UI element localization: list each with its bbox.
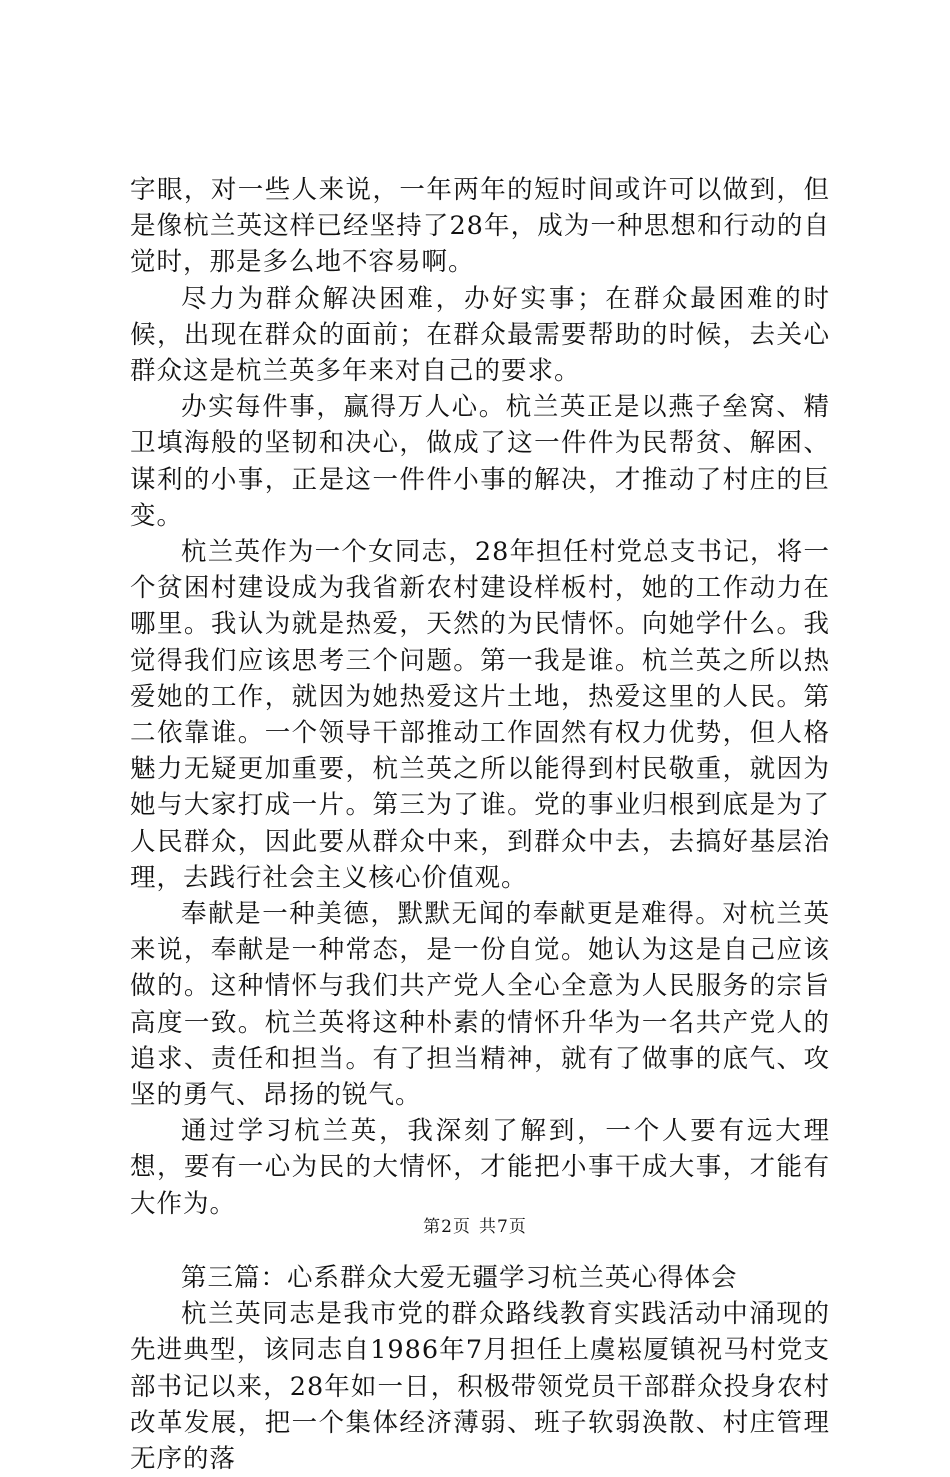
document-body — [130, 172, 830, 1477]
paragraph: 杭兰英作为一个女同志，28年担任村党总支书记，将一个贫困村建设成为我省新农村建设样板村，她的工作动力在哪里。我认为就是热爱，天然的为民情怀。向她学什么。我觉得我们应该思考三个问题。第一我是谁。杭兰英之所以热爱她的工作，就因为她热爱这片土地，热爱这里的人民。第二依靠谁。一个领导干部推动工作固然有权力优势，但人格魅力无疑更加重要，杭兰英之所以能得到村民敬重，就因为她与大家打成一片。第三为了谁。党的事业归根到底是为了人民群众，因此要从群众中来，到群众中去，去搞好基层治理，去践行社会主义核心价值观。 — [130, 537, 830, 893]
paragraph: 通过学习杭兰英，我深刻了解到，一个人要有远大理想，要有一心为民的大情怀，才能把小事干成大事，才能有大作为。 — [130, 1116, 830, 1219]
paragraph: 杭兰英同志是我市党的群众路线教育实践活动中涌现的先进典型，该同志自1986年7月担任上虞崧厦镇祝马村党支部书记以来，28年如一日，积极带领党员干部群众投身农村改革发展，把一个集体经济薄弱、班子软弱涣散、村庄管理无序的落 — [130, 1299, 830, 1474]
page-footer — [0, 1212, 950, 1237]
paragraph: 办实每件事，赢得万人心。杭兰英正是以燕子垒窝、精卫填海般的坚韧和决心，做成了这一件件为民帮贫、解困、谋利的小事，正是这一件件小事的解决，才推动了村庄的巨变。 — [130, 392, 830, 531]
page-total: 共7页 — [479, 1217, 527, 1237]
paragraph: 尽力为群众解决困难，办好实事；在群众最困难的时候，出现在群众的面前；在群众最需要帮助的时候，去关心群众这是杭兰英多年来对自己的要求。 — [130, 283, 830, 387]
paragraph: 奉献是一种美德，默默无闻的奉献更是难得。对杭兰英来说，奉献是一种常态，是一份自觉。她认为这是自己应该做的。这种情怀与我们共产党人全心全意为人民服务的宗旨高度一致。杭兰英将这种朴素的情怀升华为一名共产党人的追求、责任和担当。有了担当精神，就有了做事的底气、攻坚的勇气、昂扬的锐气。 — [130, 899, 830, 1111]
paragraph: 字眼，对一些人来说，一年两年的短时间或许可以做到，但是像杭兰英这样已经坚持了28年，成为一种思想和行动的自觉时，那是多么地不容易啊。 — [130, 175, 830, 278]
section-title: 第三篇：心系群众大爱无疆学习杭兰英心得体会 — [181, 1262, 738, 1293]
page-number: 第2页 — [423, 1217, 471, 1237]
